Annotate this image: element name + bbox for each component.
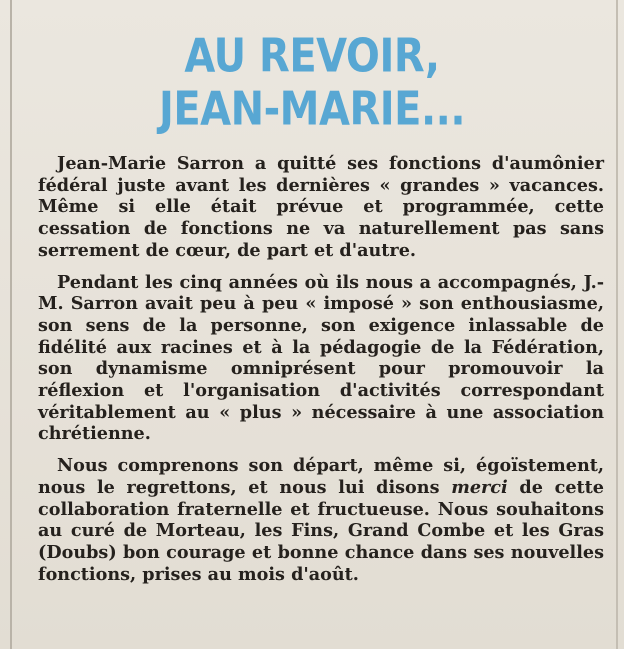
merci-emphasis: merci [451, 476, 508, 498]
paragraph-2: Pendant les cinq années où ils nous a accompagnés, J.-M. Sarron avait peu à peu « imposé » son enthousiasme, son sens de la personne, son exigence inlassable de fidélité aux racines et à la pédagogie de la Fédération, son dynamisme omniprésent pour promouvoir la réflexion et l'organisation d'activités correspondant véritablement au « plus » nécessaire à une association chrétienne. [38, 271, 604, 445]
paragraph-3-end: de cette collaboration fraternelle et fructueuse. Nous souhaitons au curé de Morteau, les Fins, Grand Combe et les Gras (Doubs) bon courage et bonne chance dans ses nouvelles fonctions, prises au mois d'août. [38, 476, 604, 585]
paragraph-1: Jean-Marie Sarron a quitté ses fonctions d'aumônier fédéral juste avant les dernières « grandes » vacances. Même si elle était prévue et programmée, cette cessation de fonctions ne va naturellement pas sans serrement de cœur, de part et d'autre. [38, 153, 604, 261]
paragraph-3 [38, 455, 604, 585]
title-line-1: AU REVOIR, [184, 30, 440, 83]
paragraph-3-start: Nous comprenons son départ, même si, égoïstement, nous le regrettons, et nous lui disons [38, 455, 604, 498]
title-line-2: JEAN-MARIE... [158, 82, 466, 136]
article-body [38, 153, 604, 595]
article-title [0, 30, 624, 136]
